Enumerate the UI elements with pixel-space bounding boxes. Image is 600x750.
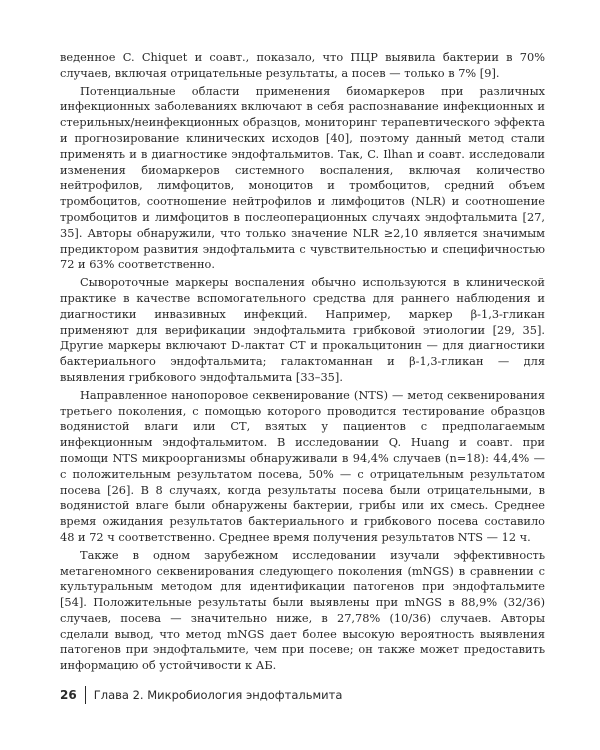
page-body xyxy=(60,50,545,676)
paragraph-continuation: веденное C. Chiquet и соавт., показало, что ПЦР выявила бактерии в 70% случаев, включая отрицательные результаты, а посев — только в 7% [9]. xyxy=(60,50,545,80)
paragraph-nanopore-sequencing: Направленное нанопоровое секвенирование (NTS) — метод секвенирования третьего поколения, с помощью которого проводится тестирование образцов водянистой влаги или СТ, взятых у пациентов с предполагаемым инфекционным эндофтальмитом. В исследовании Q. Huang и соавт. при помощи NTS микроорганизмы обнаруживали в 94,4% случаев (n=18): 44,4% — с положительным результатом посева, 50% — с отрицательным результатом посева [26]. В 8 случаях, когда результаты посева были отрицательными, в водянистой влаге были обнаружены бактерии, грибы или их смесь. Среднее время ожидания результатов бактериального и грибкового посева составило 48 и 72 ч соответственно. Среднее время получения результатов NTS — 12 ч. xyxy=(60,387,545,544)
running-chapter-title: Глава 2. Микробиология эндофтальмита xyxy=(93,688,343,702)
page-footer xyxy=(60,685,342,705)
paragraph-serum-markers: Сывороточные маркеры воспаления обычно используются в клинической практике в качестве вспомогательного средства для раннего наблюдения и диагностики инвазивных инфекций. Например, маркер β-1,3-гликан применяют для верификации эндофтальмита грибковой этиологии [29, 35]. Другие маркеры включают D-лактат СТ и прокальцитонин — для диагностики бактериального эндофтальмита; галактоманнан и β-1,3-гликан — для выявления грибкового эндофтальмита [33–35]. xyxy=(60,275,545,384)
paragraph-biomarkers: Потенциальные области применения биомаркеров при различных инфекционных заболеваниях включают в себя распознавание инфекционных и стерильных/неинфекционных образцов, мониторинг терапевтического эффекта и прогнозирование клинических исходов [40], поэтому данный метод стали применять и в диагностике эндофтальмитов. Так, C. Ilhan и соавт. исследовали изменения биомаркеров системного воспаления, включая количество нейтрофилов, лимфоцитов, моноцитов и тромбоцитов, средний объем тромбоцитов, соотношение нейтрофилов и лимфоцитов (NLR) и соотношение тромбоцитов и лимфоцитов в послеоперационных случаях эндофтальмита [27, 35]. Авторы обнаружили, что только значение NLR ≥2,10 является значимым предиктором развития эндофтальмита с чувствительностью и специфичностью 72 и 63% соответственно. xyxy=(60,83,545,272)
paragraph-mngs: Также в одном зарубежном исследовании изучали эффективность метагеномного секвенирования следующего поколения (mNGS) в сравнении с культуральным методом для идентификации патогенов при эндофтальмите [54]. Положительные результаты были выявлены при mNGS в 88,9% (32/36) случаев, посева — значительно ниже, в 27,78% (10/36) случаев. Авторы сделали вывод, что метод mNGS дает более высокую вероятность выявления патогенов при эндофтальмите, чем при посеве; он также может предоставить информацию об устойчивости к АБ. xyxy=(60,547,545,673)
page-number: 26 xyxy=(60,688,77,702)
footer-divider xyxy=(85,686,86,704)
